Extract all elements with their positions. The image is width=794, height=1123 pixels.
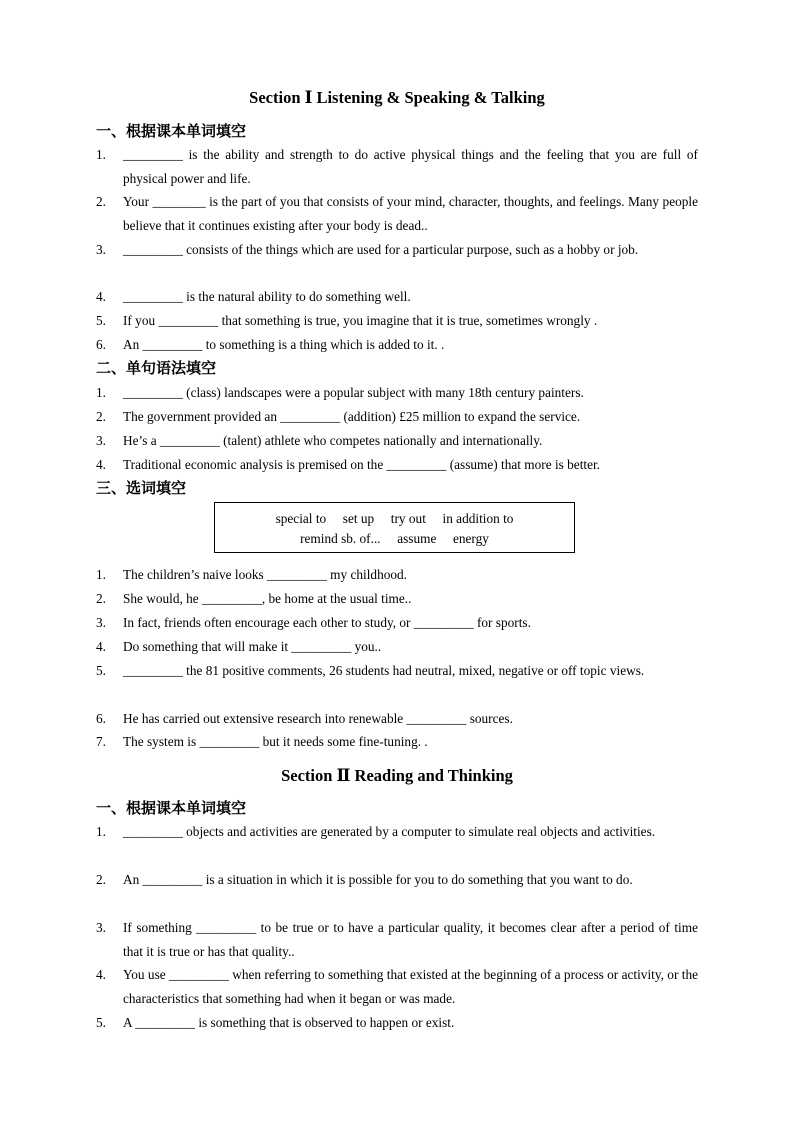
word-bank-box	[214, 502, 575, 553]
s1-p1-item-5: 5. If you _________ that something is true, you imagine that it is true, sometimes wrongly .	[96, 313, 598, 328]
word-bank-line-2: remind sb. of... assume energy	[300, 531, 489, 546]
s1-p2-item-3: 3. He’s a _________ (talent) athlete who competes nationally and internationally.	[96, 433, 543, 448]
s1-p1-item-1: 1. _________ is the ability and strength to do active physical things and the feeling that you are full of physical power and life.	[96, 147, 698, 186]
s1-part2-heading: 二、单句语法填空	[96, 359, 217, 377]
s1-p2-item-2: 2. The government provided an _________ (addition) £25 million to expand the service.	[96, 409, 581, 424]
s1-p1-item-3: 3. _________ consists of the things which are used for a particular purpose, such as a hobby or job.	[96, 242, 639, 257]
s1-p3-item-1: 1. The children’s naive looks _________ my childhood.	[96, 567, 407, 582]
s1-p2-item-4: 4. Traditional economic analysis is premised on the _________ (assume) that more is better.	[96, 457, 600, 472]
s1-p3-item-6: 6. He has carried out extensive research into renewable _________ sources.	[96, 711, 513, 726]
s1-p3-item-3: 3. In fact, friends often encourage each other to study, or _________ for sports.	[96, 615, 531, 630]
s1-p1-item-4: 4. _________ is the natural ability to do something well.	[96, 289, 411, 304]
section-2-title: Section Ⅱ Reading and Thinking	[281, 766, 513, 785]
s2-p1-item-1: 1. _________ objects and activities are generated by a computer to simulate real objects and activities.	[96, 824, 656, 839]
s2-p1-item-3: 3. If something _________ to be true or to have a particular quality, it becomes clear after a period of time that it is true or has that quality..	[96, 920, 698, 959]
s1-p3-item-7: 7. The system is _________ but it needs some fine-tuning. .	[96, 734, 428, 749]
word-bank-line-1: special to set up try out in addition to	[275, 511, 514, 526]
s1-part1-heading: 一、根据课本单词填空	[96, 122, 247, 140]
s2-p1-item-5: 5. A _________ is something that is observed to happen or exist.	[96, 1015, 455, 1030]
s1-p3-item-2: 2. She would, he _________, be home at the usual time..	[96, 591, 412, 606]
s2-part1-heading: 一、根据课本单词填空	[96, 799, 247, 817]
s2-p1-item-2: 2. An _________ is a situation in which it is possible for you to do something that you want to do.	[96, 872, 633, 887]
section-1-title: Section Ⅰ Listening & Speaking & Talking	[249, 88, 545, 107]
s2-p1-item-4: 4. You use _________ when referring to something that existed at the beginning of a process or activity, or the characteristics that something had when it began or was made.	[96, 967, 698, 1006]
s1-p3-item-4: 4. Do something that will make it _________ you..	[96, 639, 382, 654]
s1-p1-item-6: 6. An _________ to something is a thing which is added to it. .	[96, 337, 445, 352]
s1-p3-item-5: 5. _________ the 81 positive comments, 26 students had neutral, mixed, negative or off topic views.	[96, 663, 645, 678]
s1-part3-heading: 三、选词填空	[96, 479, 187, 497]
s1-p2-item-1: 1. _________ (class) landscapes were a popular subject with many 18th century painters.	[96, 385, 584, 400]
s1-p1-item-2: 2. Your ________ is the part of you that consists of your mind, character, thoughts, and feelings. Many people believe that it continues existing after your body is dead..	[96, 194, 698, 233]
